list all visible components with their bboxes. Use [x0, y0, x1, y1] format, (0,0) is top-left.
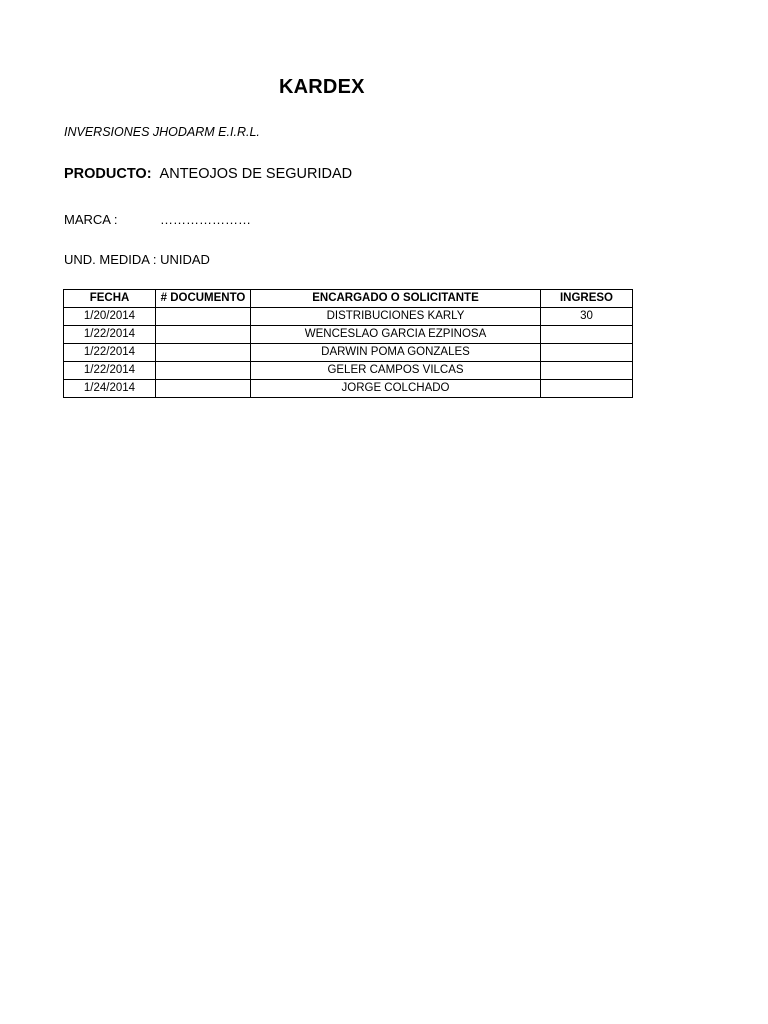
unit-of-measure: UND. MEDIDA : UNIDAD	[64, 252, 210, 267]
cell-encargado: JORGE COLCHADO	[251, 380, 541, 398]
cell-ingreso	[541, 380, 633, 398]
table-row	[64, 380, 633, 398]
cell-fecha: 1/24/2014	[64, 380, 156, 398]
brand-label: MARCA :	[64, 212, 118, 227]
brand-value: …………………	[160, 212, 251, 227]
cell-fecha: 1/20/2014	[64, 308, 156, 326]
cell-encargado: GELER CAMPOS VILCAS	[251, 362, 541, 380]
cell-documento	[156, 326, 251, 344]
cell-ingreso	[541, 326, 633, 344]
brand-line	[64, 212, 364, 227]
page-title: KARDEX	[279, 76, 365, 98]
product-line	[64, 166, 352, 182]
cell-encargado: DISTRIBUCIONES KARLY	[251, 308, 541, 326]
table-row	[64, 362, 633, 380]
cell-fecha: 1/22/2014	[64, 326, 156, 344]
table-row	[64, 308, 633, 326]
cell-ingreso	[541, 344, 633, 362]
cell-encargado: DARWIN POMA GONZALES	[251, 344, 541, 362]
table-header-row	[64, 290, 633, 308]
table-row	[64, 344, 633, 362]
company-name: INVERSIONES JHODARM E.I.R.L.	[64, 125, 260, 139]
header-encargado: ENCARGADO O SOLICITANTE	[251, 290, 541, 308]
cell-ingreso	[541, 362, 633, 380]
cell-fecha: 1/22/2014	[64, 344, 156, 362]
header-documento: # DOCUMENTO	[156, 290, 251, 308]
cell-documento	[156, 344, 251, 362]
cell-documento	[156, 380, 251, 398]
cell-fecha: 1/22/2014	[64, 362, 156, 380]
cell-encargado: WENCESLAO GARCIA EZPINOSA	[251, 326, 541, 344]
header-fecha: FECHA	[64, 290, 156, 308]
cell-ingreso: 30	[541, 308, 633, 326]
product-label: PRODUCTO:	[64, 166, 152, 182]
table-row	[64, 326, 633, 344]
kardex-table	[63, 289, 633, 398]
cell-documento	[156, 362, 251, 380]
header-ingreso: INGRESO	[541, 290, 633, 308]
product-value: ANTEOJOS DE SEGURIDAD	[159, 166, 353, 182]
cell-documento	[156, 308, 251, 326]
